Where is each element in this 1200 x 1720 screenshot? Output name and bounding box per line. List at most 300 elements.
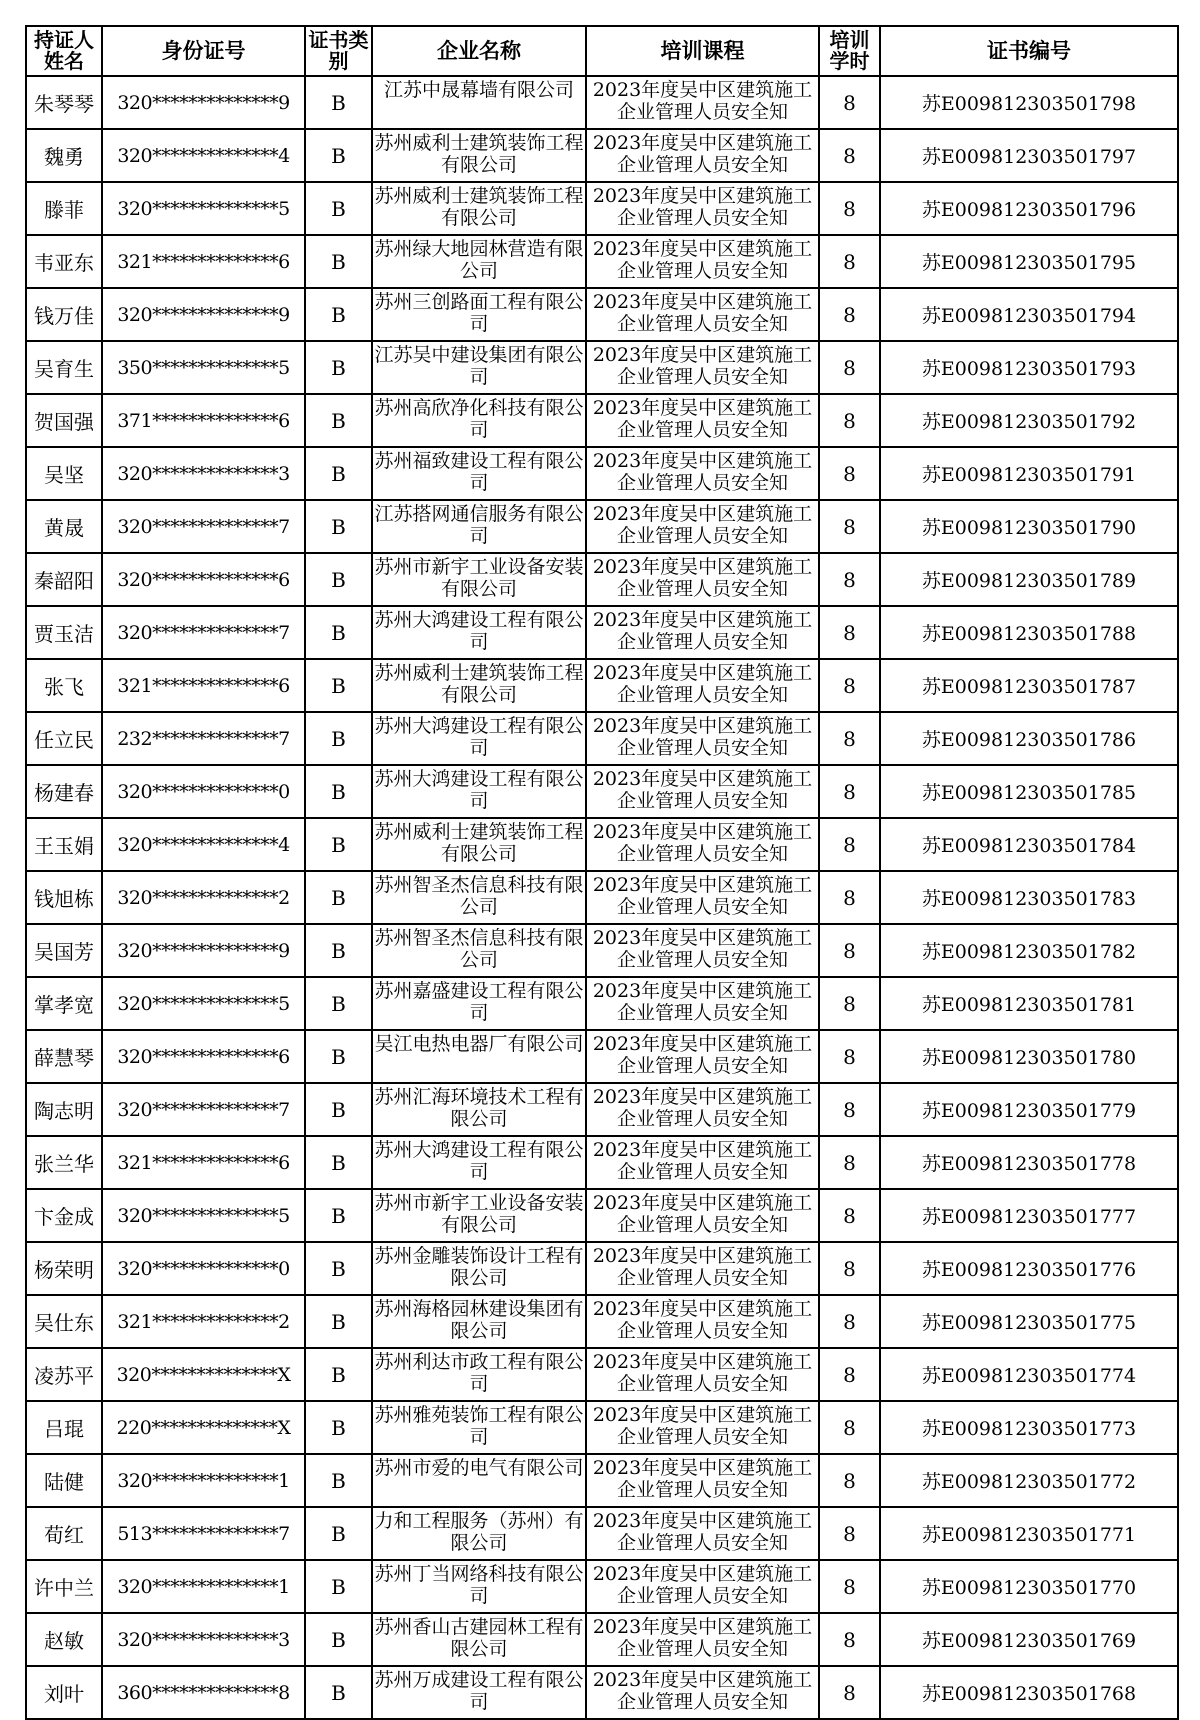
cell-company-name-text: 苏州香山古建园林工程有限公司 bbox=[374, 1616, 584, 1660]
table-row bbox=[26, 76, 1178, 129]
cell-holder-name: 薛慧琴 bbox=[26, 1030, 102, 1083]
cell-training-course-text: 2023年度吴中区建筑施工企业管理人员安全知 bbox=[592, 503, 813, 547]
cell-training-course bbox=[586, 341, 819, 394]
cell-training-hours: 8 bbox=[819, 182, 880, 235]
cell-company-name-text: 苏州嘉盛建设工程有限公司 bbox=[374, 980, 584, 1024]
cell-company-name bbox=[372, 871, 586, 924]
cell-training-course-text: 2023年度吴中区建筑施工企业管理人员安全知 bbox=[592, 715, 813, 759]
cell-training-course-text: 2023年度吴中区建筑施工企业管理人员安全知 bbox=[592, 1404, 813, 1448]
header-cert-number: 证书编号 bbox=[880, 26, 1178, 76]
cell-training-course-text: 2023年度吴中区建筑施工企业管理人员安全知 bbox=[592, 1139, 813, 1183]
cell-cert-type: B bbox=[305, 1030, 372, 1083]
table-row bbox=[26, 447, 1178, 500]
cell-id-number: 320**************9 bbox=[102, 924, 305, 977]
cell-holder-name: 掌孝宽 bbox=[26, 977, 102, 1030]
cell-training-hours: 8 bbox=[819, 76, 880, 129]
cell-company-name bbox=[372, 712, 586, 765]
cell-id-number: 320**************6 bbox=[102, 553, 305, 606]
cell-company-name-text: 苏州威利士建筑装饰工程有限公司 bbox=[374, 662, 584, 706]
cell-cert-type: B bbox=[305, 712, 372, 765]
cell-company-name bbox=[372, 1242, 586, 1295]
cell-training-hours: 8 bbox=[819, 1242, 880, 1295]
cell-cert-type: B bbox=[305, 1454, 372, 1507]
header-training-course: 培训课程 bbox=[586, 26, 819, 76]
cell-training-course bbox=[586, 129, 819, 182]
cell-holder-name: 吕琨 bbox=[26, 1401, 102, 1454]
cell-cert-number: 苏E009812303501796 bbox=[880, 182, 1178, 235]
cell-holder-name: 杨建春 bbox=[26, 765, 102, 818]
cell-cert-number: 苏E009812303501769 bbox=[880, 1613, 1178, 1666]
cell-company-name-text: 苏州市新宇工业设备安装有限公司 bbox=[374, 556, 584, 600]
header-holder-name: 持证人姓名 bbox=[26, 26, 102, 76]
header-id-number: 身份证号 bbox=[102, 26, 305, 76]
cell-cert-number: 苏E009812303501780 bbox=[880, 1030, 1178, 1083]
cell-company-name-text: 苏州雅苑装饰工程有限公司 bbox=[374, 1404, 584, 1448]
cell-company-name bbox=[372, 182, 586, 235]
cell-company-name bbox=[372, 1454, 586, 1507]
cell-company-name-text: 苏州万成建设工程有限公司 bbox=[374, 1669, 584, 1713]
cell-holder-name: 钱旭栋 bbox=[26, 871, 102, 924]
cell-training-hours: 8 bbox=[819, 924, 880, 977]
cell-training-course bbox=[586, 818, 819, 871]
cell-cert-number: 苏E009812303501793 bbox=[880, 341, 1178, 394]
cell-cert-type: B bbox=[305, 1666, 372, 1719]
cell-holder-name: 吴坚 bbox=[26, 447, 102, 500]
cell-cert-number: 苏E009812303501794 bbox=[880, 288, 1178, 341]
cell-cert-type: B bbox=[305, 1242, 372, 1295]
cell-company-name bbox=[372, 924, 586, 977]
table-row bbox=[26, 288, 1178, 341]
cell-company-name-text: 吴江电热电器厂有限公司 bbox=[374, 1033, 584, 1055]
cell-cert-type: B bbox=[305, 1401, 372, 1454]
cell-company-name bbox=[372, 553, 586, 606]
cell-company-name-text: 苏州智圣杰信息科技有限公司 bbox=[374, 927, 584, 971]
cell-company-name bbox=[372, 1030, 586, 1083]
header-company-name: 企业名称 bbox=[372, 26, 586, 76]
cell-training-course bbox=[586, 76, 819, 129]
cell-training-course-text: 2023年度吴中区建筑施工企业管理人员安全知 bbox=[592, 874, 813, 918]
cell-cert-number: 苏E009812303501789 bbox=[880, 553, 1178, 606]
cell-training-hours: 8 bbox=[819, 871, 880, 924]
cell-holder-name: 刘叶 bbox=[26, 1666, 102, 1719]
cell-training-hours: 8 bbox=[819, 1030, 880, 1083]
cell-training-course bbox=[586, 1613, 819, 1666]
cell-cert-number: 苏E009812303501770 bbox=[880, 1560, 1178, 1613]
table-row bbox=[26, 871, 1178, 924]
cell-holder-name: 钱万佳 bbox=[26, 288, 102, 341]
cell-company-name bbox=[372, 500, 586, 553]
cell-cert-type: B bbox=[305, 606, 372, 659]
cell-training-hours: 8 bbox=[819, 235, 880, 288]
cell-id-number: 320**************2 bbox=[102, 871, 305, 924]
cell-training-course bbox=[586, 977, 819, 1030]
cell-cert-number: 苏E009812303501768 bbox=[880, 1666, 1178, 1719]
cell-company-name-text: 江苏搭网通信服务有限公司 bbox=[374, 503, 584, 547]
cell-training-course bbox=[586, 288, 819, 341]
cell-training-course bbox=[586, 1454, 819, 1507]
header-training-hours: 培训学时 bbox=[819, 26, 880, 76]
cell-company-name bbox=[372, 1507, 586, 1560]
cell-id-number: 320**************5 bbox=[102, 182, 305, 235]
cell-holder-name: 贺国强 bbox=[26, 394, 102, 447]
table-row bbox=[26, 129, 1178, 182]
cell-cert-type: B bbox=[305, 235, 372, 288]
cell-training-course bbox=[586, 553, 819, 606]
cell-id-number: 232**************7 bbox=[102, 712, 305, 765]
cell-holder-name: 秦韶阳 bbox=[26, 553, 102, 606]
cell-cert-type: B bbox=[305, 129, 372, 182]
cell-training-course-text: 2023年度吴中区建筑施工企业管理人员安全知 bbox=[592, 291, 813, 335]
cell-cert-number: 苏E009812303501784 bbox=[880, 818, 1178, 871]
cell-cert-number: 苏E009812303501792 bbox=[880, 394, 1178, 447]
cell-training-course-text: 2023年度吴中区建筑施工企业管理人员安全知 bbox=[592, 980, 813, 1024]
cell-training-course bbox=[586, 1507, 819, 1560]
cell-training-hours: 8 bbox=[819, 394, 880, 447]
cell-training-course-text: 2023年度吴中区建筑施工企业管理人员安全知 bbox=[592, 185, 813, 229]
cell-cert-number: 苏E009812303501791 bbox=[880, 447, 1178, 500]
cell-cert-number: 苏E009812303501795 bbox=[880, 235, 1178, 288]
cell-company-name bbox=[372, 765, 586, 818]
cell-training-course-text: 2023年度吴中区建筑施工企业管理人员安全知 bbox=[592, 1351, 813, 1395]
cell-cert-number: 苏E009812303501772 bbox=[880, 1454, 1178, 1507]
cell-holder-name: 黄晟 bbox=[26, 500, 102, 553]
cell-training-hours: 8 bbox=[819, 1507, 880, 1560]
cell-cert-type: B bbox=[305, 288, 372, 341]
cell-id-number: 320**************7 bbox=[102, 606, 305, 659]
cell-id-number: 320**************7 bbox=[102, 500, 305, 553]
cell-cert-number: 苏E009812303501797 bbox=[880, 129, 1178, 182]
cell-cert-type: B bbox=[305, 871, 372, 924]
table-row bbox=[26, 977, 1178, 1030]
cell-holder-name: 吴育生 bbox=[26, 341, 102, 394]
table-header-row bbox=[26, 26, 1178, 76]
cell-company-name bbox=[372, 659, 586, 712]
cell-cert-type: B bbox=[305, 1189, 372, 1242]
cell-cert-type: B bbox=[305, 1136, 372, 1189]
cell-training-course bbox=[586, 1083, 819, 1136]
cell-id-number: 350**************5 bbox=[102, 341, 305, 394]
cell-training-course bbox=[586, 1295, 819, 1348]
table-row bbox=[26, 341, 1178, 394]
table-row bbox=[26, 1401, 1178, 1454]
cell-company-name-text: 苏州绿大地园林营造有限公司 bbox=[374, 238, 584, 282]
cell-training-hours: 8 bbox=[819, 659, 880, 712]
cell-id-number: 320**************1 bbox=[102, 1454, 305, 1507]
cell-company-name bbox=[372, 1348, 586, 1401]
table-row bbox=[26, 712, 1178, 765]
cell-training-course bbox=[586, 659, 819, 712]
cell-company-name-text: 苏州市新宇工业设备安装有限公司 bbox=[374, 1192, 584, 1236]
table-row bbox=[26, 1507, 1178, 1560]
cell-company-name bbox=[372, 818, 586, 871]
cell-holder-name: 魏勇 bbox=[26, 129, 102, 182]
cell-company-name-text: 苏州大鸿建设工程有限公司 bbox=[374, 1139, 584, 1183]
cell-company-name-text: 苏州威利士建筑装饰工程有限公司 bbox=[374, 821, 584, 865]
cell-training-hours: 8 bbox=[819, 1613, 880, 1666]
cell-training-course bbox=[586, 1560, 819, 1613]
table-row bbox=[26, 1030, 1178, 1083]
table-body bbox=[26, 76, 1178, 1719]
cell-training-course-text: 2023年度吴中区建筑施工企业管理人员安全知 bbox=[592, 1457, 813, 1501]
cell-training-hours: 8 bbox=[819, 1189, 880, 1242]
cell-holder-name: 卞金成 bbox=[26, 1189, 102, 1242]
cell-training-course-text: 2023年度吴中区建筑施工企业管理人员安全知 bbox=[592, 1086, 813, 1130]
table-row bbox=[26, 659, 1178, 712]
table-row bbox=[26, 1136, 1178, 1189]
cell-training-hours: 8 bbox=[819, 1083, 880, 1136]
cell-training-hours: 8 bbox=[819, 129, 880, 182]
table-row bbox=[26, 553, 1178, 606]
cell-holder-name: 陶志明 bbox=[26, 1083, 102, 1136]
cell-training-course bbox=[586, 924, 819, 977]
cell-company-name-text: 苏州智圣杰信息科技有限公司 bbox=[374, 874, 584, 918]
cell-company-name bbox=[372, 1666, 586, 1719]
table-row bbox=[26, 235, 1178, 288]
cell-training-course-text: 2023年度吴中区建筑施工企业管理人员安全知 bbox=[592, 768, 813, 812]
cell-cert-number: 苏E009812303501788 bbox=[880, 606, 1178, 659]
cell-training-course bbox=[586, 1189, 819, 1242]
cell-training-course-text: 2023年度吴中区建筑施工企业管理人员安全知 bbox=[592, 132, 813, 176]
cell-cert-number: 苏E009812303501775 bbox=[880, 1295, 1178, 1348]
table-row bbox=[26, 818, 1178, 871]
cell-training-hours: 8 bbox=[819, 288, 880, 341]
cell-company-name-text: 苏州三创路面工程有限公司 bbox=[374, 291, 584, 335]
cell-training-course bbox=[586, 447, 819, 500]
cell-id-number: 320**************5 bbox=[102, 977, 305, 1030]
cell-company-name-text: 苏州福致建设工程有限公司 bbox=[374, 450, 584, 494]
cell-cert-type: B bbox=[305, 394, 372, 447]
cell-training-course-text: 2023年度吴中区建筑施工企业管理人员安全知 bbox=[592, 556, 813, 600]
cell-company-name bbox=[372, 235, 586, 288]
cell-company-name bbox=[372, 606, 586, 659]
cell-cert-type: B bbox=[305, 341, 372, 394]
cell-company-name-text: 苏州高欣净化科技有限公司 bbox=[374, 397, 584, 441]
cell-id-number: 321**************6 bbox=[102, 1136, 305, 1189]
cell-id-number: 320**************5 bbox=[102, 1189, 305, 1242]
cell-training-course-text: 2023年度吴中区建筑施工企业管理人员安全知 bbox=[592, 1033, 813, 1077]
cell-company-name bbox=[372, 1083, 586, 1136]
cell-training-course-text: 2023年度吴中区建筑施工企业管理人员安全知 bbox=[592, 1616, 813, 1660]
cell-cert-type: B bbox=[305, 76, 372, 129]
cell-id-number: 320**************9 bbox=[102, 76, 305, 129]
cell-training-course bbox=[586, 1401, 819, 1454]
cell-id-number: 320**************9 bbox=[102, 288, 305, 341]
cell-id-number: 513**************7 bbox=[102, 1507, 305, 1560]
cell-company-name-text: 苏州大鸿建设工程有限公司 bbox=[374, 609, 584, 653]
cell-id-number: 320**************3 bbox=[102, 447, 305, 500]
cell-company-name-text: 江苏吴中建设集团有限公司 bbox=[374, 344, 584, 388]
cell-cert-number: 苏E009812303501782 bbox=[880, 924, 1178, 977]
cell-id-number: 320**************4 bbox=[102, 129, 305, 182]
header-cert-type: 证书类别 bbox=[305, 26, 372, 76]
cell-training-course-text: 2023年度吴中区建筑施工企业管理人员安全知 bbox=[592, 1245, 813, 1289]
cell-training-hours: 8 bbox=[819, 1666, 880, 1719]
cell-id-number: 320**************3 bbox=[102, 1613, 305, 1666]
cell-cert-number: 苏E009812303501777 bbox=[880, 1189, 1178, 1242]
cell-company-name bbox=[372, 1401, 586, 1454]
cell-cert-type: B bbox=[305, 500, 372, 553]
cell-company-name bbox=[372, 1136, 586, 1189]
cell-training-hours: 8 bbox=[819, 1560, 880, 1613]
cell-cert-type: B bbox=[305, 765, 372, 818]
cell-training-course bbox=[586, 1030, 819, 1083]
cell-training-hours: 8 bbox=[819, 1136, 880, 1189]
table-row bbox=[26, 1666, 1178, 1719]
cell-company-name bbox=[372, 1189, 586, 1242]
cell-company-name bbox=[372, 1295, 586, 1348]
cell-id-number: 320**************4 bbox=[102, 818, 305, 871]
cell-training-course bbox=[586, 1136, 819, 1189]
cell-company-name-text: 苏州大鸿建设工程有限公司 bbox=[374, 768, 584, 812]
cell-training-hours: 8 bbox=[819, 447, 880, 500]
cell-training-course-text: 2023年度吴中区建筑施工企业管理人员安全知 bbox=[592, 1563, 813, 1607]
cell-training-course-text: 2023年度吴中区建筑施工企业管理人员安全知 bbox=[592, 1510, 813, 1554]
cell-cert-type: B bbox=[305, 1560, 372, 1613]
cell-training-hours: 8 bbox=[819, 1454, 880, 1507]
cell-training-hours: 8 bbox=[819, 712, 880, 765]
cell-holder-name: 张兰华 bbox=[26, 1136, 102, 1189]
cell-cert-number: 苏E009812303501779 bbox=[880, 1083, 1178, 1136]
cell-company-name bbox=[372, 341, 586, 394]
cell-company-name-text: 苏州金雕装饰设计工程有限公司 bbox=[374, 1245, 584, 1289]
cell-company-name bbox=[372, 447, 586, 500]
cell-cert-number: 苏E009812303501781 bbox=[880, 977, 1178, 1030]
cell-training-course bbox=[586, 606, 819, 659]
table-row bbox=[26, 924, 1178, 977]
cell-training-course-text: 2023年度吴中区建筑施工企业管理人员安全知 bbox=[592, 609, 813, 653]
cell-cert-type: B bbox=[305, 553, 372, 606]
cell-company-name-text: 苏州丁当网络科技有限公司 bbox=[374, 1563, 584, 1607]
cell-id-number: 220**************X bbox=[102, 1401, 305, 1454]
table-row bbox=[26, 1454, 1178, 1507]
cell-company-name-text: 苏州利达市政工程有限公司 bbox=[374, 1351, 584, 1395]
table-row bbox=[26, 1348, 1178, 1401]
table-row bbox=[26, 1295, 1178, 1348]
cell-company-name-text: 苏州海格园林建设集团有限公司 bbox=[374, 1298, 584, 1342]
cell-training-course-text: 2023年度吴中区建筑施工企业管理人员安全知 bbox=[592, 238, 813, 282]
cell-holder-name: 朱琴琴 bbox=[26, 76, 102, 129]
cell-training-course-text: 2023年度吴中区建筑施工企业管理人员安全知 bbox=[592, 821, 813, 865]
table-row bbox=[26, 1189, 1178, 1242]
cell-training-course bbox=[586, 1666, 819, 1719]
cell-company-name bbox=[372, 1560, 586, 1613]
table-row bbox=[26, 1613, 1178, 1666]
cell-holder-name: 任立民 bbox=[26, 712, 102, 765]
cell-holder-name: 吴仕东 bbox=[26, 1295, 102, 1348]
cell-cert-type: B bbox=[305, 182, 372, 235]
cell-training-course bbox=[586, 1348, 819, 1401]
table-row bbox=[26, 1242, 1178, 1295]
cell-holder-name: 陆健 bbox=[26, 1454, 102, 1507]
cell-cert-type: B bbox=[305, 1083, 372, 1136]
cell-cert-number: 苏E009812303501771 bbox=[880, 1507, 1178, 1560]
cell-training-hours: 8 bbox=[819, 341, 880, 394]
cell-cert-number: 苏E009812303501773 bbox=[880, 1401, 1178, 1454]
cell-cert-number: 苏E009812303501776 bbox=[880, 1242, 1178, 1295]
cell-company-name-text: 苏州汇海环境技术工程有限公司 bbox=[374, 1086, 584, 1130]
cell-training-course-text: 2023年度吴中区建筑施工企业管理人员安全知 bbox=[592, 397, 813, 441]
cell-training-course bbox=[586, 765, 819, 818]
cell-id-number: 320**************X bbox=[102, 1348, 305, 1401]
cell-cert-number: 苏E009812303501778 bbox=[880, 1136, 1178, 1189]
cell-id-number: 321**************6 bbox=[102, 659, 305, 712]
cell-cert-type: B bbox=[305, 977, 372, 1030]
cell-training-course bbox=[586, 182, 819, 235]
cell-holder-name: 王玉娟 bbox=[26, 818, 102, 871]
cell-company-name bbox=[372, 129, 586, 182]
cell-training-hours: 8 bbox=[819, 977, 880, 1030]
table-row bbox=[26, 182, 1178, 235]
cell-company-name-text: 苏州威利士建筑装饰工程有限公司 bbox=[374, 132, 584, 176]
cell-holder-name: 贾玉洁 bbox=[26, 606, 102, 659]
cell-company-name bbox=[372, 288, 586, 341]
cell-cert-number: 苏E009812303501790 bbox=[880, 500, 1178, 553]
cell-cert-type: B bbox=[305, 1507, 372, 1560]
cell-cert-type: B bbox=[305, 1613, 372, 1666]
cell-company-name bbox=[372, 1613, 586, 1666]
table-row bbox=[26, 765, 1178, 818]
cell-id-number: 321**************6 bbox=[102, 235, 305, 288]
cell-training-course bbox=[586, 500, 819, 553]
cell-id-number: 320**************6 bbox=[102, 1030, 305, 1083]
cell-id-number: 360**************8 bbox=[102, 1666, 305, 1719]
cell-cert-type: B bbox=[305, 818, 372, 871]
cell-id-number: 320**************0 bbox=[102, 1242, 305, 1295]
cell-cert-type: B bbox=[305, 1348, 372, 1401]
table-row bbox=[26, 1560, 1178, 1613]
cell-holder-name: 许中兰 bbox=[26, 1560, 102, 1613]
cell-cert-number: 苏E009812303501787 bbox=[880, 659, 1178, 712]
cell-training-course-text: 2023年度吴中区建筑施工企业管理人员安全知 bbox=[592, 662, 813, 706]
cell-id-number: 320**************1 bbox=[102, 1560, 305, 1613]
cell-training-course-text: 2023年度吴中区建筑施工企业管理人员安全知 bbox=[592, 927, 813, 971]
cell-cert-number: 苏E009812303501798 bbox=[880, 76, 1178, 129]
certificate-table-sheet bbox=[25, 25, 1177, 1720]
cell-holder-name: 滕菲 bbox=[26, 182, 102, 235]
cell-cert-number: 苏E009812303501783 bbox=[880, 871, 1178, 924]
cell-training-course bbox=[586, 394, 819, 447]
cell-training-hours: 8 bbox=[819, 553, 880, 606]
cell-id-number: 371**************6 bbox=[102, 394, 305, 447]
cell-holder-name: 吴国芳 bbox=[26, 924, 102, 977]
table-row bbox=[26, 606, 1178, 659]
cell-training-hours: 8 bbox=[819, 1295, 880, 1348]
cell-company-name bbox=[372, 76, 586, 129]
cell-company-name-text: 力和工程服务（苏州）有限公司 bbox=[374, 1510, 584, 1554]
cell-holder-name: 赵敏 bbox=[26, 1613, 102, 1666]
cell-training-course bbox=[586, 235, 819, 288]
cell-cert-type: B bbox=[305, 447, 372, 500]
cell-training-course-text: 2023年度吴中区建筑施工企业管理人员安全知 bbox=[592, 1192, 813, 1236]
cell-training-hours: 8 bbox=[819, 765, 880, 818]
cell-training-course bbox=[586, 1242, 819, 1295]
cell-training-hours: 8 bbox=[819, 606, 880, 659]
cell-cert-type: B bbox=[305, 924, 372, 977]
cell-company-name bbox=[372, 394, 586, 447]
cell-cert-number: 苏E009812303501774 bbox=[880, 1348, 1178, 1401]
cell-training-course bbox=[586, 871, 819, 924]
cell-holder-name: 凌苏平 bbox=[26, 1348, 102, 1401]
cell-training-course-text: 2023年度吴中区建筑施工企业管理人员安全知 bbox=[592, 1669, 813, 1713]
cell-holder-name: 杨荣明 bbox=[26, 1242, 102, 1295]
cell-training-course bbox=[586, 712, 819, 765]
table-row bbox=[26, 394, 1178, 447]
cell-holder-name: 韦亚东 bbox=[26, 235, 102, 288]
table-row bbox=[26, 500, 1178, 553]
cell-cert-type: B bbox=[305, 1295, 372, 1348]
cell-company-name-text: 苏州大鸿建设工程有限公司 bbox=[374, 715, 584, 759]
cell-company-name-text: 江苏中晟幕墙有限公司 bbox=[383, 79, 574, 101]
